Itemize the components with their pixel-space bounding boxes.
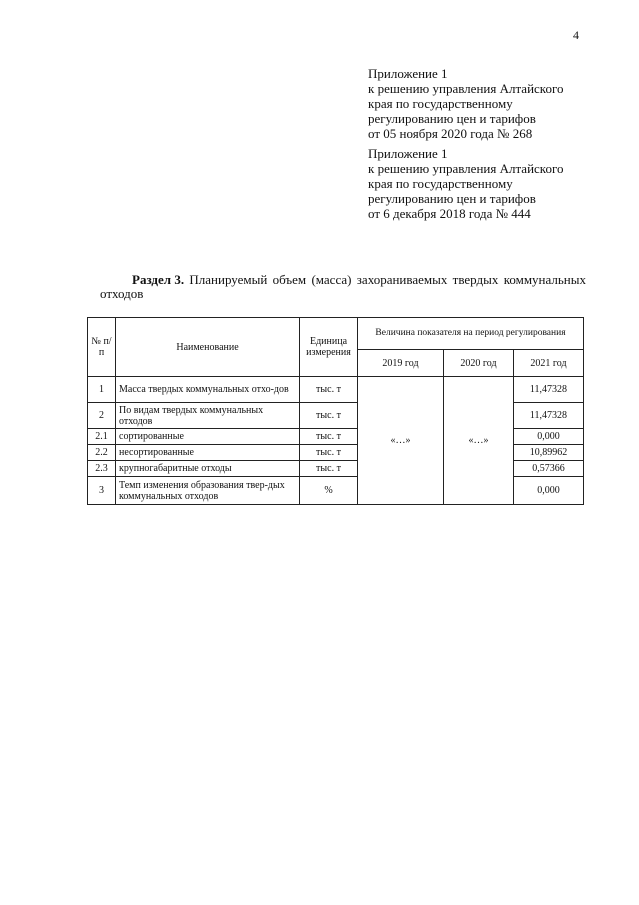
appendix-line: от 6 декабря 2018 года № 444 [368,206,531,221]
waste-volume-table [87,317,584,505]
appendix-line: Приложение 1 [368,66,448,81]
value-2021: 0,57366 [514,461,584,477]
value-2020: «…» [444,377,514,505]
row-unit: тыс. т [300,445,358,461]
row-unit: тыс. т [300,461,358,477]
value-2021: 0,000 [514,477,584,505]
section-word: Планируемый [189,272,268,287]
appendix-line: Приложение 1 [368,146,448,161]
appendix-line: регулированию цен и тарифов [368,111,536,126]
appendix-line: регулированию цен и тарифов [368,191,536,206]
value-2019: «…» [358,377,444,505]
row-num: 2.1 [88,429,116,445]
row-name: несортированные [116,445,300,461]
row-name: Масса твердых коммунальных отхо-дов [116,377,300,403]
value-2021: 11,47328 [514,377,584,403]
row-name: крупногабаритные отходы [116,461,300,477]
row-num: 1 [88,377,116,403]
header-year-2020: 2020 год [444,350,514,377]
row-num: 2.3 [88,461,116,477]
header-year-2021: 2021 год [514,350,584,377]
appendix-original [368,146,618,221]
appendix-line: края по государственному [368,96,513,111]
row-unit: тыс. т [300,403,358,429]
row-unit: тыс. т [300,429,358,445]
appendix-current [368,66,618,141]
row-unit: % [300,477,358,505]
appendix-line: к решению управления Алтайского [368,161,564,176]
row-num: 3 [88,477,116,505]
value-2021: 0,000 [514,429,584,445]
table-row [88,377,584,403]
value-2021: 10,89962 [514,445,584,461]
section-word: коммунальных [503,272,586,287]
header-period: Величина показателя на период регулирования [358,318,584,350]
section-word: захораниваемых [356,272,448,287]
row-unit: тыс. т [300,377,358,403]
row-name: По видам твердых коммунальных отходов [116,403,300,429]
section-title-line2: отходов [100,286,144,301]
page-number: 4 [573,28,579,42]
row-num: 2.2 [88,445,116,461]
header-unit: Единица измерения [300,318,358,377]
value-2021: 11,47328 [514,403,584,429]
appendix-line: края по государственному [368,176,513,191]
row-name: сортированные [116,429,300,445]
header-num: № п/п [88,318,116,377]
header-name: Наименование [116,318,300,377]
appendix-line: к решению управления Алтайского [368,81,564,96]
section-label: Раздел 3. [132,272,185,287]
section-word: твердых [452,272,499,287]
row-num: 2 [88,403,116,429]
section-heading [100,273,586,301]
section-word: объем [272,272,307,287]
row-name: Темп изменения образования твер-дых коммунальных отходов [116,477,300,505]
appendix-line: от 05 ноября 2020 года № 268 [368,126,533,141]
section-word: (масса) [311,272,352,287]
header-year-2019: 2019 год [358,350,444,377]
